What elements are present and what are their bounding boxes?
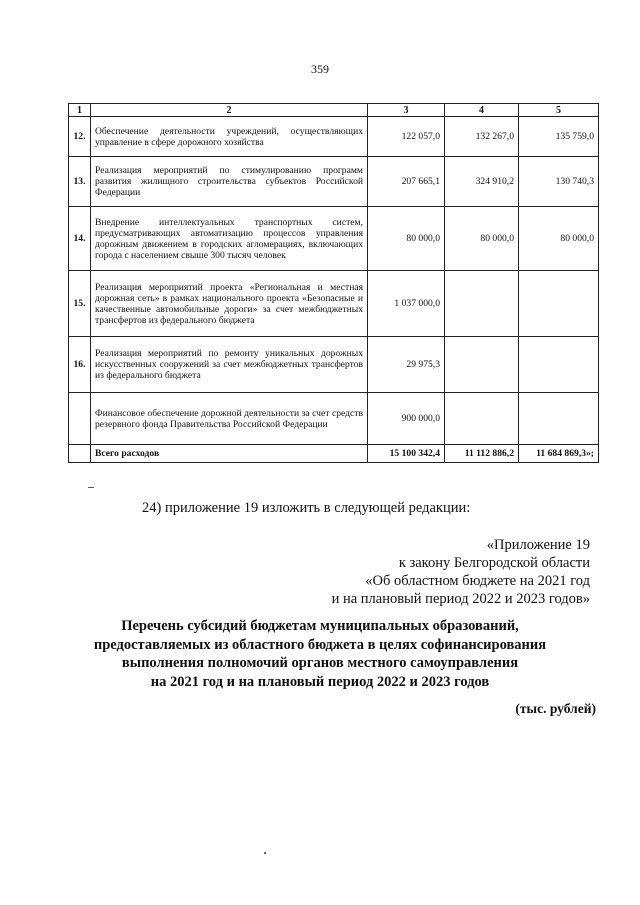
total-row bbox=[69, 445, 599, 463]
value-2021: 1 037 000,0 bbox=[368, 271, 445, 337]
header-col-5: 5 bbox=[519, 104, 599, 117]
row-number: 15. bbox=[69, 271, 91, 337]
row-description: Реализация мероприятий по ремонту уникальных дорожных искусственных сооружений за счет межбюджетных трансфертов из федерального бюджета bbox=[91, 337, 368, 393]
table-row bbox=[69, 337, 599, 393]
appendix-line: и на плановый период 2022 и 2023 годов» bbox=[331, 591, 590, 607]
document-title bbox=[40, 617, 600, 691]
page-number: 359 bbox=[311, 62, 329, 76]
value-2022: 324 910,2 bbox=[445, 157, 519, 207]
table-row bbox=[69, 393, 599, 445]
value-2021: 80 000,0 bbox=[368, 207, 445, 271]
header-col-4: 4 bbox=[445, 104, 519, 117]
margin-mark bbox=[88, 487, 94, 488]
value-2021: 122 057,0 bbox=[368, 117, 445, 157]
total-2021: 15 100 342,4 bbox=[368, 445, 445, 463]
value-2023 bbox=[519, 393, 599, 445]
value-2022 bbox=[445, 271, 519, 337]
row-number: 16. bbox=[69, 337, 91, 393]
table-row bbox=[69, 207, 599, 271]
row-description: Реализация мероприятий проекта «Региональная и местная дорожная сеть» в рамках национального проекта «Безопасные и качественные автомобильные дороги» за счет межбюджетных трансфертов из федерального бюджета bbox=[91, 271, 368, 337]
units-label: (тыс. рублей) bbox=[515, 701, 596, 716]
row-number: 12. bbox=[69, 117, 91, 157]
header-col-1: 1 bbox=[69, 104, 91, 117]
scan-dot bbox=[264, 852, 266, 854]
value-2023: 80 000,0 bbox=[519, 207, 599, 271]
amendment-text: 24) приложение 19 изложить в следующей редакции: bbox=[142, 500, 471, 516]
row-number bbox=[69, 393, 91, 445]
title-line: на 2021 год и на плановый период 2022 и 2023 годов bbox=[150, 673, 490, 690]
total-2022: 11 112 886,2 bbox=[445, 445, 519, 463]
value-2023: 135 759,0 bbox=[519, 117, 599, 157]
table-row bbox=[69, 271, 599, 337]
row-description: Реализация мероприятий по стимулированию программ развития жилищного строительства субъектов Российской Федерации bbox=[91, 157, 368, 207]
title-line: предоставляемых из областного бюджета в целях софинансирования bbox=[93, 636, 547, 653]
row-number: 14. bbox=[69, 207, 91, 271]
appendix-line: к закону Белгородской области bbox=[398, 555, 590, 571]
header-col-3: 3 bbox=[368, 104, 445, 117]
total-2023: 11 684 869,3»; bbox=[519, 445, 599, 463]
value-2021: 207 665,1 bbox=[368, 157, 445, 207]
appendix-line: «Об областном бюджете на 2021 год bbox=[365, 573, 590, 589]
title-line: Перечень субсидий бюджетам муниципальных образований, bbox=[121, 618, 519, 634]
value-2021: 900 000,0 bbox=[368, 393, 445, 445]
value-2023: 130 740,3 bbox=[519, 157, 599, 207]
value-2022: 132 267,0 bbox=[445, 117, 519, 157]
header-col-2: 2 bbox=[91, 104, 368, 117]
table-header-row bbox=[69, 104, 599, 117]
value-2023 bbox=[519, 337, 599, 393]
title-line: выполнения полномочий органов местного самоуправления bbox=[121, 655, 519, 671]
appendix-header bbox=[290, 536, 590, 608]
row-description: Внедрение интеллектуальных транспортных систем, предусматривающих автоматизацию процессов управления дорожным движением в городских агломерациях, включающих города с населением свыше 300 тысяч человек bbox=[91, 207, 368, 271]
row-description: Финансовое обеспечение дорожной деятельности за счет средств резервного фонда Правительства Российской Федерации bbox=[91, 393, 368, 445]
total-number-cell bbox=[69, 445, 91, 463]
value-2023 bbox=[519, 271, 599, 337]
value-2022: 80 000,0 bbox=[445, 207, 519, 271]
table-row bbox=[69, 157, 599, 207]
expenditure-table bbox=[68, 103, 599, 463]
value-2022 bbox=[445, 393, 519, 445]
row-number: 13. bbox=[69, 157, 91, 207]
row-description: Обеспечение деятельности учреждений, осуществляющих управление в сфере дорожного хозяйства bbox=[91, 117, 368, 157]
appendix-line: «Приложение 19 bbox=[486, 537, 590, 553]
table-row bbox=[69, 117, 599, 157]
value-2021: 29 975,3 bbox=[368, 337, 445, 393]
value-2022 bbox=[445, 337, 519, 393]
total-label: Всего расходов bbox=[91, 445, 368, 463]
